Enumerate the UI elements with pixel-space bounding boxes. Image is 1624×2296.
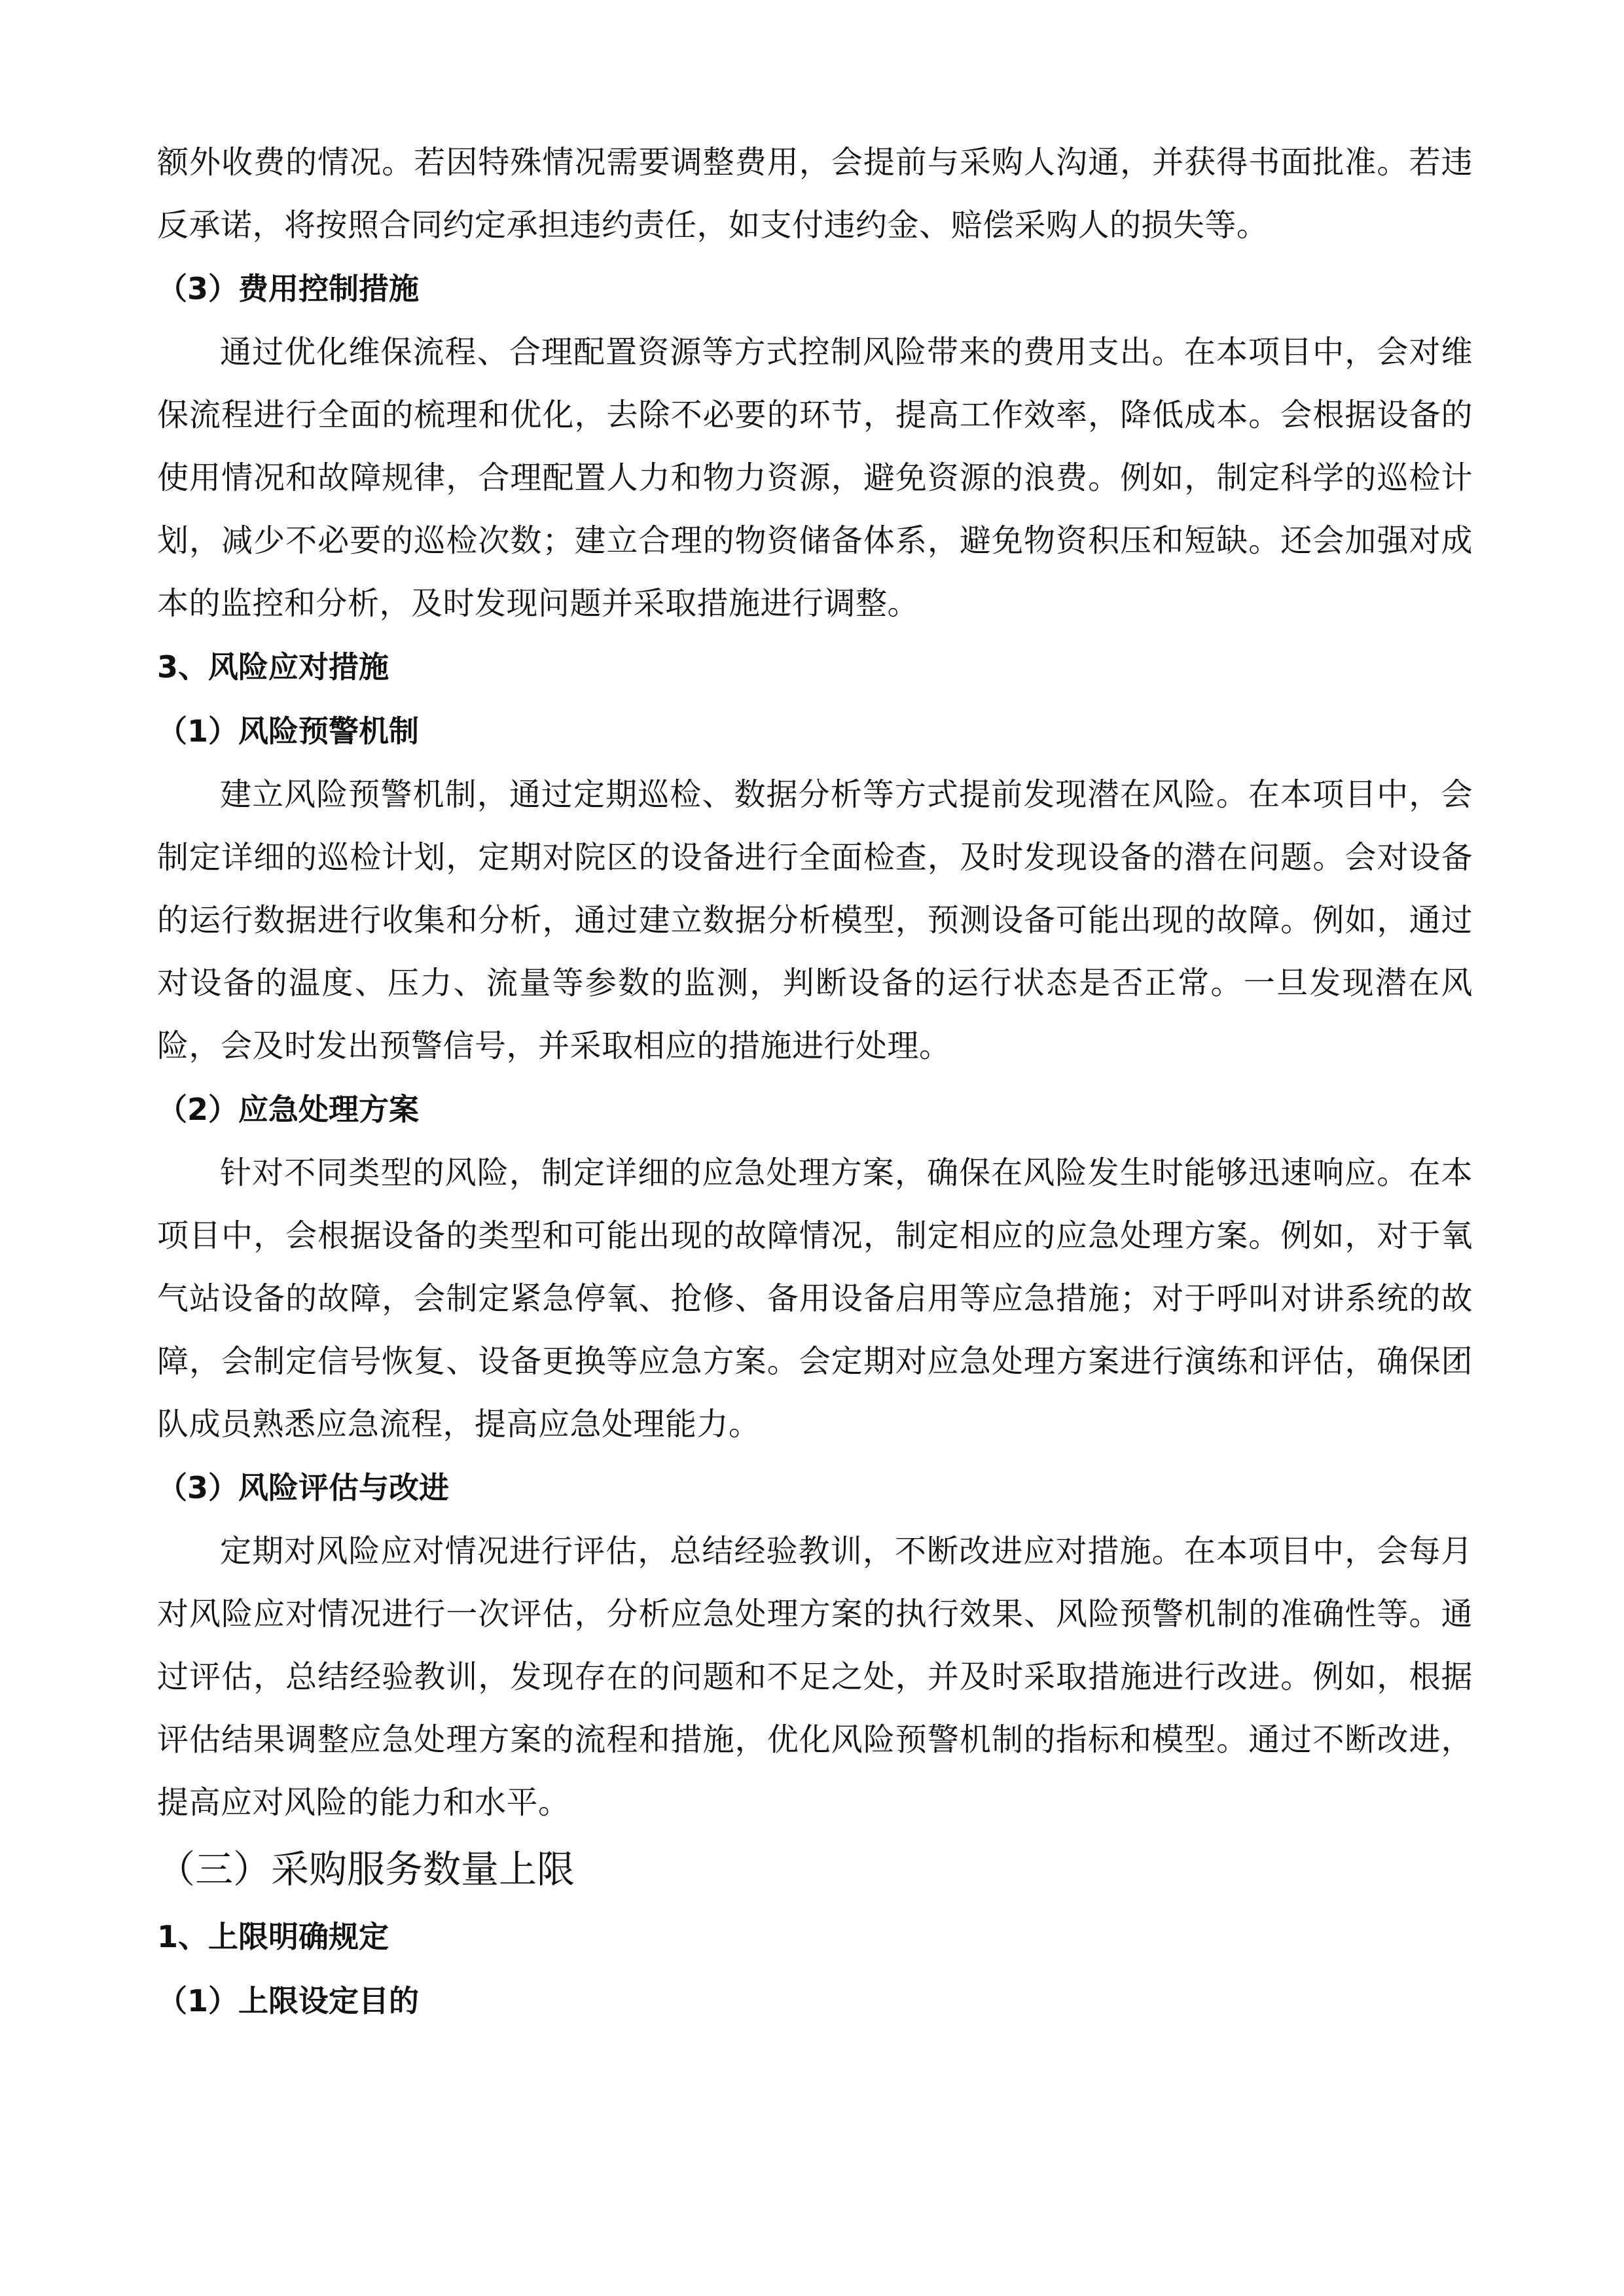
section-title-quantity-limit: （三）采购服务数量上限 — [157, 1847, 575, 1892]
subheading-cost-control: （3）费用控制措施 — [157, 271, 420, 306]
subheading-limit-purpose: （1）上限设定目的 — [157, 1983, 420, 2018]
paragraph-risk-warning: 建立风险预警机制，通过定期巡检、数据分析等方式提前发现潜在风险。在本项目中，会制定详细的巡检计划，定期对院区的设备进行全面检查，及时发现设备的潜在问题。会对设备的运行数据进行收集和分析，通过建立数据分析模型，预测设备可能出现的故障。例如，通过对设备的温度、压力、流量等参数的监测，判断设备的运行状态是否正常。一旦发现潜在风险，会及时发出预警信号，并采取相应的措施进行处理。 — [157, 776, 1473, 1064]
paragraph-continued: 额外收费的情况。若因特殊情况需要调整费用，会提前与采购人沟通，并获得书面批准。若违反承诺，将按照合同约定承担违约责任，如支付违约金、赔偿采购人的损失等。 — [157, 144, 1473, 243]
paragraph-emergency-plan: 针对不同类型的风险，制定详细的应急处理方案，确保在风险发生时能够迅速响应。在本项目中，会根据设备的类型和可能出现的故障情况，制定相应的应急处理方案。例如，对于氧气站设备的故障，会制定紧急停氧、抢修、备用设备启用等应急措施；对于呼叫对讲系统的故障，会制定信号恢复、设备更换等应急方案。会定期对应急处理方案进行演练和评估，确保团队成员熟悉应急流程，提高应急处理能力。 — [157, 1155, 1473, 1443]
subheading-emergency-plan: （2）应急处理方案 — [157, 1092, 420, 1127]
heading-limit-rules: 1、上限明确规定 — [157, 1919, 389, 1954]
subheading-risk-assessment: （3）风险评估与改进 — [157, 1470, 450, 1505]
heading-risk-response: 3、风险应对措施 — [157, 649, 389, 685]
document-page — [157, 131, 1473, 2033]
subheading-risk-warning: （1）风险预警机制 — [157, 713, 420, 749]
paragraph-risk-assessment: 定期对风险应对情况进行评估，总结经验教训，不断改进应对措施。在本项目中，会每月对风险应对情况进行一次评估，分析应急处理方案的执行效果、风险预警机制的准确性等。通过评估，总结经验教训，发现存在的问题和不足之处，并及时采取措施进行改进。例如，根据评估结果调整应急处理方案的流程和措施，优化风险预警机制的指标和模型。通过不断改进，提高应对风险的能力和水平。 — [157, 1533, 1473, 1821]
paragraph-cost-control: 通过优化维保流程、合理配置资源等方式控制风险带来的费用支出。在本项目中，会对维保流程进行全面的梳理和优化，去除不必要的环节，提高工作效率，降低成本。会根据设备的使用情况和故障规律，合理配置人力和物力资源，避免资源的浪费。例如，制定科学的巡检计划，减少不必要的巡检次数；建立合理的物资储备体系，避免物资积压和短缺。还会加强对成本的监控和分析，及时发现问题并采取措施进行调整。 — [157, 334, 1473, 622]
